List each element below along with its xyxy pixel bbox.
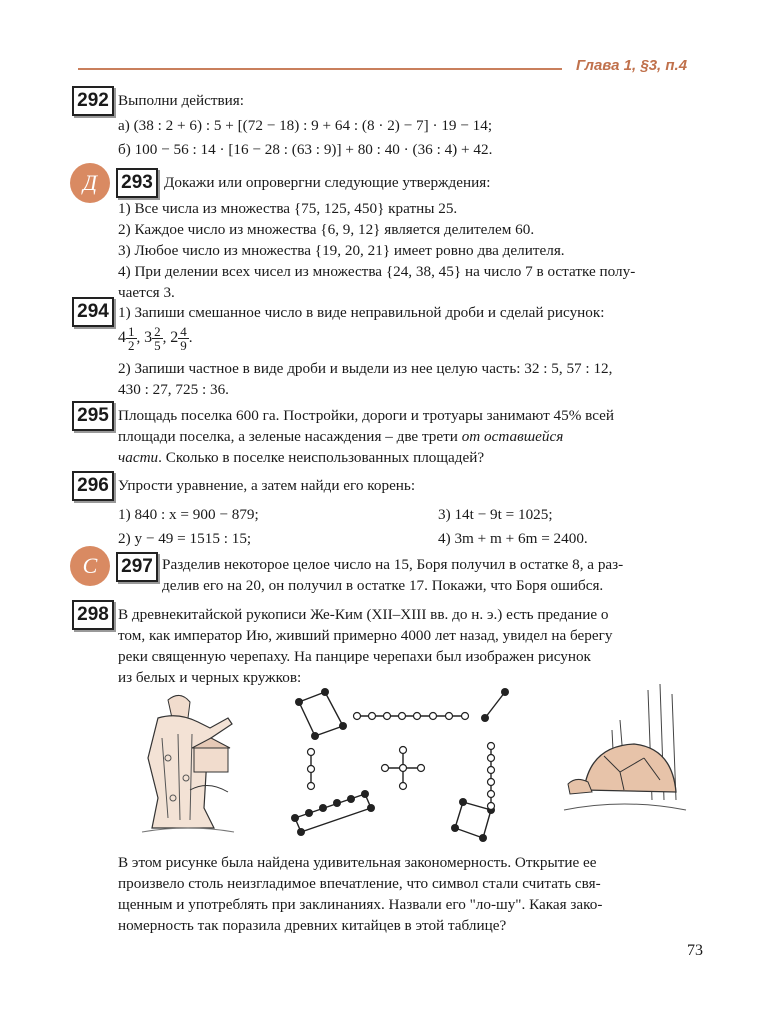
problem-number-293: 293 xyxy=(116,168,158,198)
task-1: 1) Запиши смешанное число в виде неправильной дроби и сделай рисунок: xyxy=(118,304,605,321)
expression-b: б) 100 − 56 : 14 · [16 − 28 : (63 : 9)] + 80 : 40 · (36 : 4) + 42. xyxy=(118,141,493,158)
problem-292 xyxy=(118,90,710,160)
problem-number-295: 295 xyxy=(72,401,114,431)
problem-297 xyxy=(162,554,722,596)
equation-4: 4) 3m + m + 6m = 2400. xyxy=(438,530,588,547)
mixed-whole: 2 xyxy=(170,328,179,346)
problem-296 xyxy=(118,475,710,555)
statement-1: 1) Все числа из множества {75, 125, 450} кратны 25. xyxy=(118,200,458,217)
text-line: площади поселка, а зеленые насаждения – две трети от оставшейся xyxy=(118,428,564,445)
text-line: реки священную черепаху. На панцире черепахи был изображен рисунок xyxy=(118,648,591,665)
header-rule xyxy=(78,68,562,70)
equation-3: 3) 14t − 9t = 1025; xyxy=(438,506,553,523)
task-2-cont: 430 : 27, 725 : 36. xyxy=(118,381,229,398)
turtle-illustration xyxy=(560,680,690,830)
chapter-header: Глава 1, §3, п.4 xyxy=(576,57,688,74)
problem-293-task: Докажи или опровергни следующие утверждения: xyxy=(164,174,491,191)
statement-2: 2) Каждое число из множества {6, 9, 12} является делителем 60. xyxy=(118,221,535,238)
text-line: номерность так поразила древних китайцев в этой таблице? xyxy=(118,917,507,934)
fraction: $\frac{1}{2}$ xyxy=(128,324,135,353)
fraction: $\frac{2}{5}$ xyxy=(154,324,161,353)
text-line: Разделив некоторое целое число на 15, Боря получил в остатке 8, а раз- xyxy=(162,556,624,573)
expression-a: а) (38 : 2 + 6) : 5 + [(72 − 18) : 9 + 64 : (8 · 2) − 7] · 19 − 14; xyxy=(118,117,493,134)
page-number: 73 xyxy=(687,942,703,959)
equation-1: 1) 840 : x = 900 − 879; xyxy=(118,506,259,523)
text-line: В этом рисунке была найдена удивительная закономерность. Открытие ее xyxy=(118,854,597,871)
problem-number-294: 294 xyxy=(72,297,114,327)
problem-number-297: 297 xyxy=(116,552,158,582)
fraction: $\frac{4}{9}$ xyxy=(180,324,187,353)
mixed-whole: 4 xyxy=(118,328,126,346)
statement-3: 3) Любое число из множества {19, 20, 21} имеет ровно два делителя. xyxy=(118,242,565,259)
task-text: Упрости уравнение, а затем найди его корень: xyxy=(118,477,416,494)
problem-number-292: 292 xyxy=(72,86,114,116)
equation-2: 2) y − 49 = 1515 : 15; xyxy=(118,530,252,547)
problem-298 xyxy=(118,604,710,688)
text-line: из белых и черных кружков: xyxy=(118,669,302,686)
text-line: щенным и употреблять при заклинаниях. Назвали его "ло-шу". Какая зако- xyxy=(118,896,603,913)
mixed-numbers: 4 $\frac{1}{2}$ , 3 $\frac{2}{5}$ , 2 $\frac{4}{9}$ . xyxy=(118,324,193,353)
statement-4: 4) При делении всех чисел из множества {24, 38, 45} на число 7 в остатке полу- xyxy=(118,263,636,280)
text-line: части. Сколько в поселке неиспользованных площадей? xyxy=(118,449,485,466)
statement-4-cont: чается 3. xyxy=(118,284,175,301)
text-line: Площадь поселка 600 га. Постройки, дороги и тротуары занимают 45% всей xyxy=(118,407,615,424)
text-line: делив его на 20, он получил в остатке 17. Покажи, что Боря ошибся. xyxy=(162,577,604,594)
badge-d: Д xyxy=(70,163,110,203)
emperor-illustration xyxy=(128,688,238,838)
problem-293 xyxy=(118,198,710,303)
task-text: Выполни действия: xyxy=(118,92,244,109)
text-line: произвело столь неизгладимое впечатление, что символ стали считать свя- xyxy=(118,875,601,892)
badge-c: С xyxy=(70,546,110,586)
text-line: В древнекитайской рукописи Же-Ким (XII–XIII вв. до н. э.) есть предание о xyxy=(118,606,609,623)
problem-295 xyxy=(118,405,710,468)
problem-number-296: 296 xyxy=(72,471,114,501)
problem-number-298: 298 xyxy=(72,600,114,630)
lo-shu-diagram xyxy=(285,682,525,842)
task-2: 2) Запиши частное в виде дроби и выдели из нее целую часть: 32 : 5, 57 : 12, xyxy=(118,360,613,377)
problem-298-after xyxy=(118,852,710,936)
mixed-whole: 3 xyxy=(144,328,153,346)
text-line: том, как император Ию, живший примерно 4000 лет назад, увидел на берегу xyxy=(118,627,613,644)
problem-294 xyxy=(118,302,710,400)
